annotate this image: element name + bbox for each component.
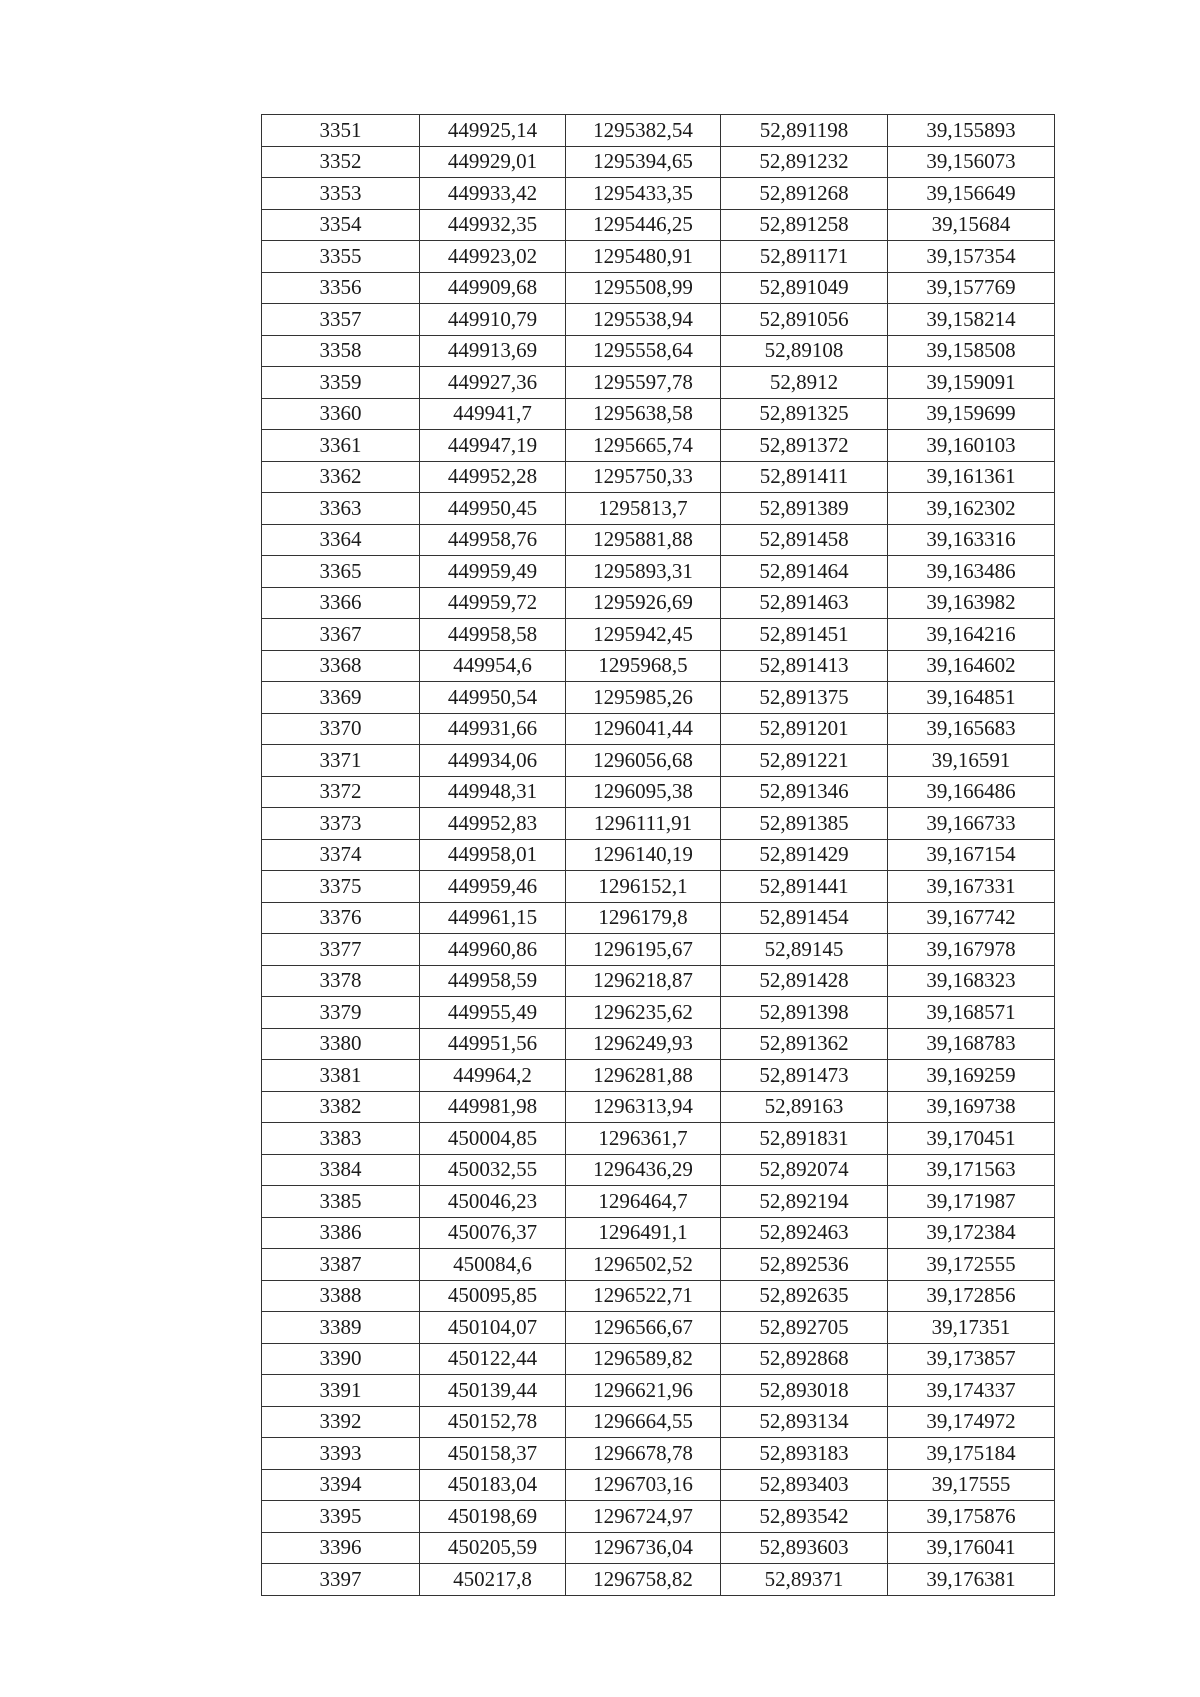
table-row (262, 682, 1055, 714)
table-row (262, 650, 1055, 682)
point-number-cell: 3388 (262, 1280, 420, 1312)
point-number-cell: 3365 (262, 556, 420, 588)
table-row (262, 461, 1055, 493)
y-coordinate-cell: 1296195,67 (566, 934, 721, 966)
x-coordinate-cell: 450139,44 (420, 1375, 566, 1407)
y-coordinate-cell: 1296502,52 (566, 1249, 721, 1281)
x-coordinate-cell: 449933,42 (420, 178, 566, 210)
longitude-cell: 39,156073 (888, 146, 1055, 178)
longitude-cell: 39,159091 (888, 367, 1055, 399)
point-number-cell: 3352 (262, 146, 420, 178)
y-coordinate-cell: 1296758,82 (566, 1564, 721, 1596)
table-row (262, 1406, 1055, 1438)
longitude-cell: 39,171563 (888, 1154, 1055, 1186)
table-row (262, 997, 1055, 1029)
latitude-cell: 52,891201 (721, 713, 888, 745)
y-coordinate-cell: 1295446,25 (566, 209, 721, 241)
x-coordinate-cell: 449909,68 (420, 272, 566, 304)
x-coordinate-cell: 450183,04 (420, 1469, 566, 1501)
x-coordinate-cell: 450095,85 (420, 1280, 566, 1312)
point-number-cell: 3361 (262, 430, 420, 462)
x-coordinate-cell: 449932,35 (420, 209, 566, 241)
point-number-cell: 3393 (262, 1438, 420, 1470)
point-number-cell: 3376 (262, 902, 420, 934)
x-coordinate-cell: 449959,72 (420, 587, 566, 619)
table-row (262, 556, 1055, 588)
y-coordinate-cell: 1296724,97 (566, 1501, 721, 1533)
table-row (262, 1469, 1055, 1501)
point-number-cell: 3374 (262, 839, 420, 871)
point-number-cell: 3358 (262, 335, 420, 367)
table-row (262, 839, 1055, 871)
x-coordinate-cell: 449913,69 (420, 335, 566, 367)
x-coordinate-cell: 450076,37 (420, 1217, 566, 1249)
table-row (262, 146, 1055, 178)
point-number-cell: 3381 (262, 1060, 420, 1092)
table-row (262, 367, 1055, 399)
x-coordinate-cell: 450032,55 (420, 1154, 566, 1186)
point-number-cell: 3386 (262, 1217, 420, 1249)
latitude-cell: 52,891398 (721, 997, 888, 1029)
longitude-cell: 39,172856 (888, 1280, 1055, 1312)
x-coordinate-cell: 449951,56 (420, 1028, 566, 1060)
latitude-cell: 52,891346 (721, 776, 888, 808)
table-row (262, 1280, 1055, 1312)
latitude-cell: 52,893183 (721, 1438, 888, 1470)
latitude-cell: 52,891268 (721, 178, 888, 210)
x-coordinate-cell: 449954,6 (420, 650, 566, 682)
latitude-cell: 52,891464 (721, 556, 888, 588)
x-coordinate-cell: 450084,6 (420, 1249, 566, 1281)
y-coordinate-cell: 1295638,58 (566, 398, 721, 430)
y-coordinate-cell: 1296678,78 (566, 1438, 721, 1470)
x-coordinate-cell: 449964,2 (420, 1060, 566, 1092)
y-coordinate-cell: 1295942,45 (566, 619, 721, 651)
latitude-cell: 52,89371 (721, 1564, 888, 1596)
point-number-cell: 3392 (262, 1406, 420, 1438)
point-number-cell: 3366 (262, 587, 420, 619)
table-row (262, 1249, 1055, 1281)
longitude-cell: 39,174972 (888, 1406, 1055, 1438)
longitude-cell: 39,173857 (888, 1343, 1055, 1375)
latitude-cell: 52,893403 (721, 1469, 888, 1501)
table-row (262, 1438, 1055, 1470)
point-number-cell: 3379 (262, 997, 420, 1029)
point-number-cell: 3372 (262, 776, 420, 808)
latitude-cell: 52,891171 (721, 241, 888, 273)
x-coordinate-cell: 449950,45 (420, 493, 566, 525)
point-number-cell: 3384 (262, 1154, 420, 1186)
latitude-cell: 52,891049 (721, 272, 888, 304)
latitude-cell: 52,891454 (721, 902, 888, 934)
x-coordinate-cell: 449929,01 (420, 146, 566, 178)
point-number-cell: 3364 (262, 524, 420, 556)
point-number-cell: 3387 (262, 1249, 420, 1281)
latitude-cell: 52,892868 (721, 1343, 888, 1375)
table-row (262, 1060, 1055, 1092)
latitude-cell: 52,891441 (721, 871, 888, 903)
x-coordinate-cell: 449955,49 (420, 997, 566, 1029)
longitude-cell: 39,160103 (888, 430, 1055, 462)
longitude-cell: 39,169738 (888, 1091, 1055, 1123)
x-coordinate-cell: 449952,83 (420, 808, 566, 840)
x-coordinate-cell: 449959,46 (420, 871, 566, 903)
point-number-cell: 3351 (262, 115, 420, 147)
y-coordinate-cell: 1296621,96 (566, 1375, 721, 1407)
point-number-cell: 3390 (262, 1343, 420, 1375)
table-row (262, 1343, 1055, 1375)
y-coordinate-cell: 1295985,26 (566, 682, 721, 714)
y-coordinate-cell: 1296235,62 (566, 997, 721, 1029)
point-number-cell: 3377 (262, 934, 420, 966)
table-row (262, 1375, 1055, 1407)
latitude-cell: 52,891232 (721, 146, 888, 178)
y-coordinate-cell: 1295558,64 (566, 335, 721, 367)
y-coordinate-cell: 1296703,16 (566, 1469, 721, 1501)
x-coordinate-cell: 449981,98 (420, 1091, 566, 1123)
x-coordinate-cell: 450205,59 (420, 1532, 566, 1564)
table-row (262, 776, 1055, 808)
latitude-cell: 52,891221 (721, 745, 888, 777)
y-coordinate-cell: 1295480,91 (566, 241, 721, 273)
point-number-cell: 3363 (262, 493, 420, 525)
table-row (262, 241, 1055, 273)
y-coordinate-cell: 1296218,87 (566, 965, 721, 997)
table-row (262, 524, 1055, 556)
table-row (262, 1532, 1055, 1564)
table-row (262, 1154, 1055, 1186)
latitude-cell: 52,891385 (721, 808, 888, 840)
point-number-cell: 3360 (262, 398, 420, 430)
point-number-cell: 3357 (262, 304, 420, 336)
table-row (262, 965, 1055, 997)
latitude-cell: 52,893603 (721, 1532, 888, 1564)
point-number-cell: 3371 (262, 745, 420, 777)
table-row (262, 1312, 1055, 1344)
latitude-cell: 52,89163 (721, 1091, 888, 1123)
y-coordinate-cell: 1295968,5 (566, 650, 721, 682)
longitude-cell: 39,166486 (888, 776, 1055, 808)
longitude-cell: 39,166733 (888, 808, 1055, 840)
x-coordinate-cell: 449910,79 (420, 304, 566, 336)
longitude-cell: 39,167154 (888, 839, 1055, 871)
y-coordinate-cell: 1295893,31 (566, 556, 721, 588)
y-coordinate-cell: 1295750,33 (566, 461, 721, 493)
latitude-cell: 52,891831 (721, 1123, 888, 1155)
y-coordinate-cell: 1296589,82 (566, 1343, 721, 1375)
y-coordinate-cell: 1295813,7 (566, 493, 721, 525)
latitude-cell: 52,891389 (721, 493, 888, 525)
longitude-cell: 39,17555 (888, 1469, 1055, 1501)
table-row (262, 430, 1055, 462)
table-row (262, 934, 1055, 966)
y-coordinate-cell: 1296313,94 (566, 1091, 721, 1123)
table-row (262, 304, 1055, 336)
longitude-cell: 39,162302 (888, 493, 1055, 525)
x-coordinate-cell: 450004,85 (420, 1123, 566, 1155)
coordinates-table (261, 114, 1055, 1596)
x-coordinate-cell: 450198,69 (420, 1501, 566, 1533)
longitude-cell: 39,156649 (888, 178, 1055, 210)
latitude-cell: 52,892194 (721, 1186, 888, 1218)
table-row (262, 871, 1055, 903)
y-coordinate-cell: 1296361,7 (566, 1123, 721, 1155)
x-coordinate-cell: 449931,66 (420, 713, 566, 745)
y-coordinate-cell: 1296179,8 (566, 902, 721, 934)
table-row (262, 209, 1055, 241)
latitude-cell: 52,89145 (721, 934, 888, 966)
longitude-cell: 39,172384 (888, 1217, 1055, 1249)
y-coordinate-cell: 1296041,44 (566, 713, 721, 745)
y-coordinate-cell: 1296566,67 (566, 1312, 721, 1344)
longitude-cell: 39,164216 (888, 619, 1055, 651)
x-coordinate-cell: 449959,49 (420, 556, 566, 588)
latitude-cell: 52,893134 (721, 1406, 888, 1438)
point-number-cell: 3370 (262, 713, 420, 745)
point-number-cell: 3378 (262, 965, 420, 997)
point-number-cell: 3362 (262, 461, 420, 493)
point-number-cell: 3359 (262, 367, 420, 399)
x-coordinate-cell: 449958,76 (420, 524, 566, 556)
table-row (262, 745, 1055, 777)
latitude-cell: 52,892705 (721, 1312, 888, 1344)
y-coordinate-cell: 1296464,7 (566, 1186, 721, 1218)
longitude-cell: 39,163982 (888, 587, 1055, 619)
longitude-cell: 39,157354 (888, 241, 1055, 273)
x-coordinate-cell: 449925,14 (420, 115, 566, 147)
y-coordinate-cell: 1296281,88 (566, 1060, 721, 1092)
x-coordinate-cell: 449948,31 (420, 776, 566, 808)
x-coordinate-cell: 449958,01 (420, 839, 566, 871)
latitude-cell: 52,892635 (721, 1280, 888, 1312)
latitude-cell: 52,891198 (721, 115, 888, 147)
y-coordinate-cell: 1295508,99 (566, 272, 721, 304)
latitude-cell: 52,893542 (721, 1501, 888, 1533)
longitude-cell: 39,158214 (888, 304, 1055, 336)
table-row (262, 335, 1055, 367)
point-number-cell: 3373 (262, 808, 420, 840)
point-number-cell: 3369 (262, 682, 420, 714)
table-row (262, 902, 1055, 934)
longitude-cell: 39,169259 (888, 1060, 1055, 1092)
point-number-cell: 3391 (262, 1375, 420, 1407)
y-coordinate-cell: 1296522,71 (566, 1280, 721, 1312)
y-coordinate-cell: 1295926,69 (566, 587, 721, 619)
latitude-cell: 52,891056 (721, 304, 888, 336)
latitude-cell: 52,892536 (721, 1249, 888, 1281)
x-coordinate-cell: 450104,07 (420, 1312, 566, 1344)
latitude-cell: 52,891429 (721, 839, 888, 871)
latitude-cell: 52,8912 (721, 367, 888, 399)
table-row (262, 808, 1055, 840)
y-coordinate-cell: 1296152,1 (566, 871, 721, 903)
longitude-cell: 39,164851 (888, 682, 1055, 714)
x-coordinate-cell: 450122,44 (420, 1343, 566, 1375)
latitude-cell: 52,891325 (721, 398, 888, 430)
latitude-cell: 52,891458 (721, 524, 888, 556)
x-coordinate-cell: 450217,8 (420, 1564, 566, 1596)
x-coordinate-cell: 449941,7 (420, 398, 566, 430)
point-number-cell: 3367 (262, 619, 420, 651)
y-coordinate-cell: 1295538,94 (566, 304, 721, 336)
latitude-cell: 52,891451 (721, 619, 888, 651)
table-row (262, 1186, 1055, 1218)
latitude-cell: 52,891413 (721, 650, 888, 682)
longitude-cell: 39,155893 (888, 115, 1055, 147)
point-number-cell: 3354 (262, 209, 420, 241)
latitude-cell: 52,893018 (721, 1375, 888, 1407)
y-coordinate-cell: 1295433,35 (566, 178, 721, 210)
point-number-cell: 3385 (262, 1186, 420, 1218)
point-number-cell: 3353 (262, 178, 420, 210)
longitude-cell: 39,165683 (888, 713, 1055, 745)
longitude-cell: 39,17351 (888, 1312, 1055, 1344)
y-coordinate-cell: 1295394,65 (566, 146, 721, 178)
x-coordinate-cell: 449952,28 (420, 461, 566, 493)
latitude-cell: 52,891375 (721, 682, 888, 714)
y-coordinate-cell: 1296111,91 (566, 808, 721, 840)
x-coordinate-cell: 449960,86 (420, 934, 566, 966)
y-coordinate-cell: 1296736,04 (566, 1532, 721, 1564)
point-number-cell: 3395 (262, 1501, 420, 1533)
x-coordinate-cell: 450158,37 (420, 1438, 566, 1470)
table-row (262, 1501, 1055, 1533)
y-coordinate-cell: 1296491,1 (566, 1217, 721, 1249)
longitude-cell: 39,157769 (888, 272, 1055, 304)
table-row (262, 398, 1055, 430)
point-number-cell: 3382 (262, 1091, 420, 1123)
longitude-cell: 39,174337 (888, 1375, 1055, 1407)
x-coordinate-cell: 449950,54 (420, 682, 566, 714)
latitude-cell: 52,89108 (721, 335, 888, 367)
longitude-cell: 39,171987 (888, 1186, 1055, 1218)
latitude-cell: 52,891411 (721, 461, 888, 493)
x-coordinate-cell: 450046,23 (420, 1186, 566, 1218)
latitude-cell: 52,891372 (721, 430, 888, 462)
y-coordinate-cell: 1295382,54 (566, 115, 721, 147)
longitude-cell: 39,170451 (888, 1123, 1055, 1155)
point-number-cell: 3380 (262, 1028, 420, 1060)
point-number-cell: 3355 (262, 241, 420, 273)
table-row (262, 619, 1055, 651)
longitude-cell: 39,176041 (888, 1532, 1055, 1564)
longitude-cell: 39,158508 (888, 335, 1055, 367)
latitude-cell: 52,891362 (721, 1028, 888, 1060)
y-coordinate-cell: 1296249,93 (566, 1028, 721, 1060)
point-number-cell: 3375 (262, 871, 420, 903)
table-row (262, 1217, 1055, 1249)
longitude-cell: 39,172555 (888, 1249, 1055, 1281)
x-coordinate-cell: 449923,02 (420, 241, 566, 273)
longitude-cell: 39,176381 (888, 1564, 1055, 1596)
longitude-cell: 39,164602 (888, 650, 1055, 682)
point-number-cell: 3389 (262, 1312, 420, 1344)
point-number-cell: 3356 (262, 272, 420, 304)
table-row (262, 178, 1055, 210)
table-row (262, 115, 1055, 147)
longitude-cell: 39,168783 (888, 1028, 1055, 1060)
x-coordinate-cell: 449927,36 (420, 367, 566, 399)
latitude-cell: 52,892463 (721, 1217, 888, 1249)
table-row (262, 272, 1055, 304)
x-coordinate-cell: 449961,15 (420, 902, 566, 934)
longitude-cell: 39,163486 (888, 556, 1055, 588)
y-coordinate-cell: 1295881,88 (566, 524, 721, 556)
point-number-cell: 3396 (262, 1532, 420, 1564)
latitude-cell: 52,891258 (721, 209, 888, 241)
longitude-cell: 39,175184 (888, 1438, 1055, 1470)
x-coordinate-cell: 449934,06 (420, 745, 566, 777)
y-coordinate-cell: 1295665,74 (566, 430, 721, 462)
table-row (262, 493, 1055, 525)
point-number-cell: 3383 (262, 1123, 420, 1155)
longitude-cell: 39,167978 (888, 934, 1055, 966)
longitude-cell: 39,16591 (888, 745, 1055, 777)
longitude-cell: 39,175876 (888, 1501, 1055, 1533)
x-coordinate-cell: 449958,59 (420, 965, 566, 997)
y-coordinate-cell: 1295597,78 (566, 367, 721, 399)
table-row (262, 713, 1055, 745)
x-coordinate-cell: 450152,78 (420, 1406, 566, 1438)
table-row (262, 1028, 1055, 1060)
y-coordinate-cell: 1296664,55 (566, 1406, 721, 1438)
longitude-cell: 39,168571 (888, 997, 1055, 1029)
table-row (262, 1123, 1055, 1155)
point-number-cell: 3397 (262, 1564, 420, 1596)
longitude-cell: 39,15684 (888, 209, 1055, 241)
table-row (262, 1564, 1055, 1596)
longitude-cell: 39,167331 (888, 871, 1055, 903)
y-coordinate-cell: 1296056,68 (566, 745, 721, 777)
y-coordinate-cell: 1296140,19 (566, 839, 721, 871)
longitude-cell: 39,163316 (888, 524, 1055, 556)
table-row (262, 1091, 1055, 1123)
longitude-cell: 39,159699 (888, 398, 1055, 430)
latitude-cell: 52,891473 (721, 1060, 888, 1092)
point-number-cell: 3394 (262, 1469, 420, 1501)
latitude-cell: 52,891463 (721, 587, 888, 619)
point-number-cell: 3368 (262, 650, 420, 682)
y-coordinate-cell: 1296095,38 (566, 776, 721, 808)
latitude-cell: 52,892074 (721, 1154, 888, 1186)
longitude-cell: 39,161361 (888, 461, 1055, 493)
x-coordinate-cell: 449947,19 (420, 430, 566, 462)
table-row (262, 587, 1055, 619)
coordinates-table-body (262, 115, 1055, 1596)
y-coordinate-cell: 1296436,29 (566, 1154, 721, 1186)
longitude-cell: 39,168323 (888, 965, 1055, 997)
latitude-cell: 52,891428 (721, 965, 888, 997)
x-coordinate-cell: 449958,58 (420, 619, 566, 651)
longitude-cell: 39,167742 (888, 902, 1055, 934)
